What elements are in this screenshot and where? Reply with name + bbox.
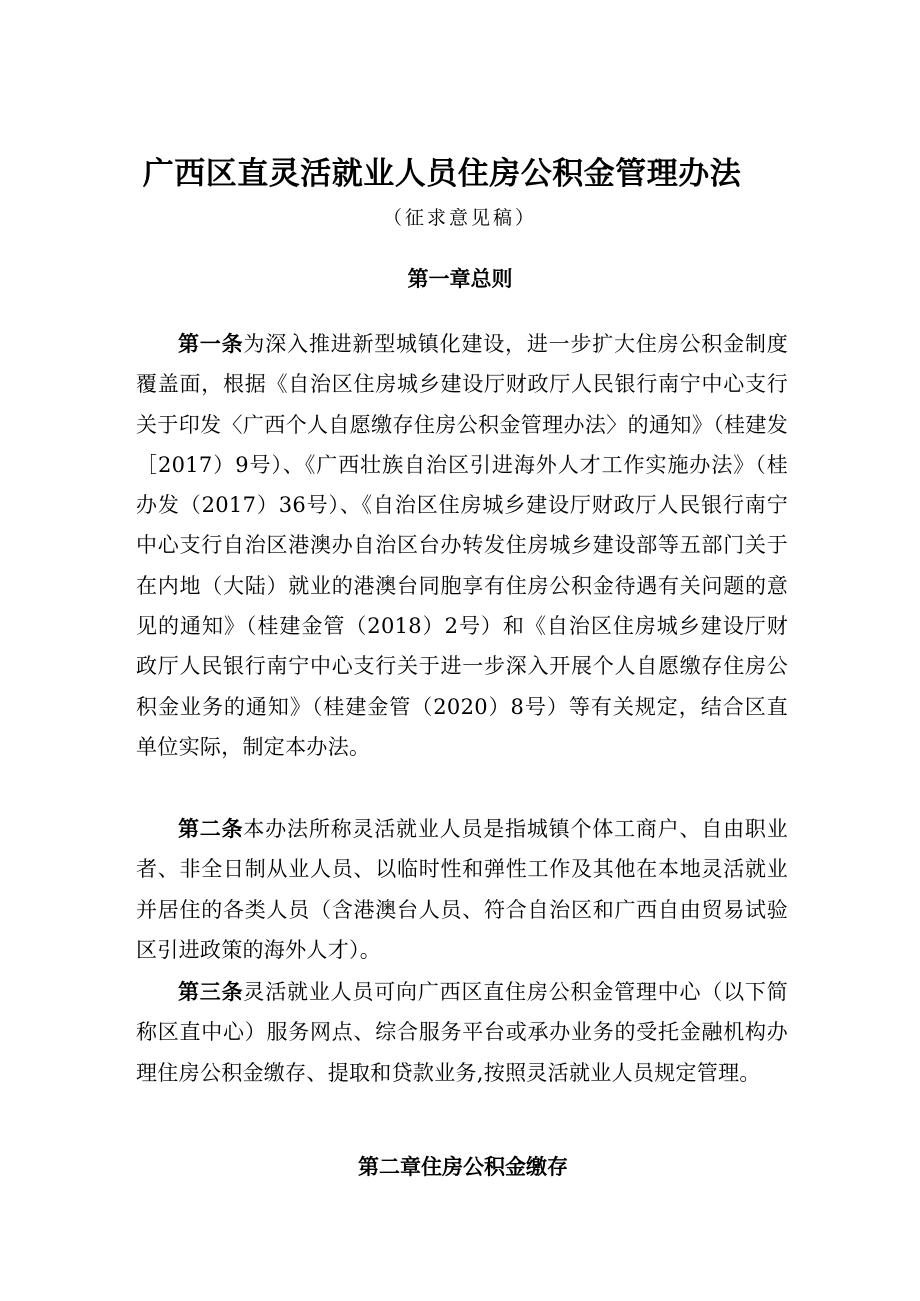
document-title: 广西区直灵活就业人员住房公积金管理办法 <box>142 156 742 192</box>
chapter-heading-1: 第一章总则 <box>407 267 513 291</box>
article-body: 灵活就业人员可向广西区直住房公积金管理中心（以下简称区直中心）服务网点、综合服务平台或承办业务的受托金融机构办理住房公积金缴存、提取和贷款业务,按照灵活就业人员规定管理。 <box>136 980 789 1085</box>
chapter-heading-2: 第二章住房公积金缴存 <box>358 1155 568 1179</box>
article-label: 第三条 <box>178 980 244 1004</box>
article-2 <box>136 809 788 970</box>
article-1 <box>136 324 788 767</box>
article-label: 第一条 <box>178 332 244 356</box>
article-body: 为深入推进新型城镇化建设，进一步扩大住房公积金制度覆盖面，根据《自治区住房城乡建设厅财政厅人民银行南宁中心支行关于印发〈广西个人自愿缴存住房公积金管理办法〉的通知》（桂建发［2017）9号）、《广西壮族自治区引进海外人才工作实施办法》（桂办发（2017）36号）、《自治区住房城乡建设厅财政厅人民银行南宁中心支行自治区港澳办自治区台办转发住房城乡建设部等五部门关于在内地（大陆）就业的港澳台同胞享有住房公积金待遇有关问题的意见的通知》（桂建金管（2018）2号）和《自治区住房城乡建设厅财政厅人民银行南宁中心支行关于进一步深入开展个人自愿缴存住房公积金业务的通知》（桂建金管（2020）8号）等有关规定，结合区直单位实际，制定本办法。 <box>136 332 789 759</box>
article-body: 本办法所称灵活就业人员是指城镇个体工商户、自由职业者、非全日制从业人员、以临时性和弹性工作及其他在本地灵活就业并居住的各类人员（含港澳台人员、符合自治区和广西自由贸易试验区引进政策的海外人才）。 <box>136 817 789 962</box>
article-label: 第二条 <box>178 817 244 841</box>
document-subtitle: （征求意见稿） <box>382 207 537 229</box>
article-3 <box>136 972 788 1093</box>
